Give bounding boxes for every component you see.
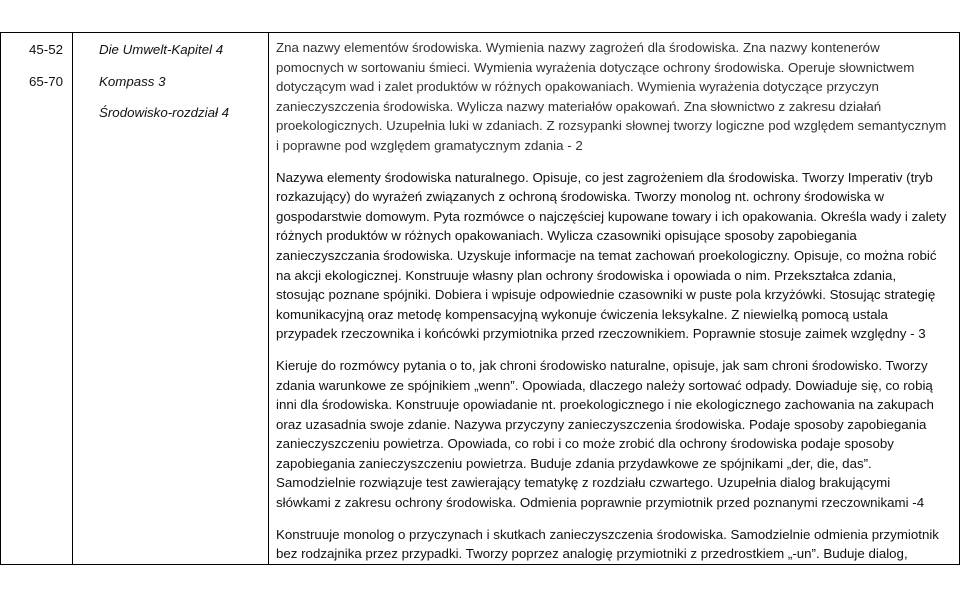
lesson-range: 65-70 <box>29 73 64 89</box>
requirements-cell <box>269 33 960 565</box>
textbook-cell <box>73 33 269 565</box>
textbook-chapter: Kompass 3 <box>99 73 166 89</box>
textbook-chapter: Die Umwelt-Kapitel 4 <box>99 42 224 57</box>
lesson-numbers-cell <box>1 33 73 565</box>
textbook-chapter: Środowisko-rozdział 4 <box>99 105 230 121</box>
table-row <box>1 33 960 565</box>
requirements-paragraph: Kieruje do rozmówcy pytania o to, jak chroni środowisko naturalne, opisuje, jak sam chroni środowisko. Tworzy zdania warunkowe ze spójnikiem „wenn”. Opowiada, dlaczego należy sortować odpady. Dowiaduje się, co robią inni dla środowiska. Konstruuje opowiadanie nt. proekologicznego i nie ekologicznego zachowania na zakupach oraz uzasadnia swoje zdanie. Nazywa przyczyny zanieczyszczenia środowiska. Podaje sposoby zapobiegania zanieczyszczeniu powietrza. Opowiada, co robi i co może zrobić dla ochrony środowiska podaje sposoby zapobiegania zanieczyszczeniu powietrza. Buduje zdania przydawkowe ze spójnikami „der, die, das”. Samodzielnie rozwiązuje test zawierający tematykę z rozdziału czwartego. Uzupełnia dialog brakującymi słówkami z zakresu ochrony środowiska. Odmienia poprawnie przymiotnik przed poznanymi rzeczownikami -4 <box>276 357 934 511</box>
lesson-range: 45-52 <box>29 42 64 57</box>
requirements-paragraph: Zna nazwy elementów środowiska. Wymienia nazwy zagrożeń dla środowiska. Zna nazwy kontenerów pomocnych w sortowaniu śmieci. Wymienia wyrażenia dotyczące ochrony środowiska. Operuje słownictwem dotyczącym wad i zalet produktów w różnych opakowaniach. Wymienia wyrażenia dotyczące przyczyn zanieczyszczenia środowiska. Wylicza nazwy materiałów opakowań. Zna słownictwo z zakresu działań proekologicznych. Uzupełnia luki w zdaniach. Z rozsypanki słownej tworzy logiczne pod względem semantycznym i poprawne pod względem gramatycznym zdania - 2 <box>276 40 947 153</box>
curriculum-table <box>0 32 960 565</box>
requirements-paragraph: Konstruuje monolog o przyczynach i skutkach zanieczyszczenia środowiska. Samodzielnie odmienia przymiotnik bez rodzajnika przez przypadki. Tworzy poprzez analogię przymiotniki z przedrostkiem „-un”. Buduje dialog, <box>276 526 939 562</box>
requirements-paragraph: Nazywa elementy środowiska naturalnego. Opisuje, co jest zagrożeniem dla środowiska. Tworzy Imperativ (tryb rozkazujący) do wyrażeń związanych z ochroną środowiska. Tworzy monolog nt. ochrony środowiska w gospodarstwie domowym. Pyta rozmówce o najczęściej kupowane towary i ich opakowania. Określa wady i zalety różnych produktów w różnych opakowaniach. Wylicza czasowniki opisujące sposoby zapobiegania zanieczyszczania środowiska. Uzyskuje informacje na temat zachowań proekologiczny. Opisuje, co można robić na akcji ekologicznej. Konstruuje własny plan ochrony środowiska i opowiada o nim. Przekształca zdania, stosując poznane spójniki. Dobiera i wpisuje odpowiednie czasowniki w puste pola krzyżówki. Stosując strategię komunikacyjną oraz metodę kompensacyjną wykonuje ćwiczenia leksykalne. Z niewielką pomocą ustala przypadek rzeczownika i końcówki przymiotnika przed rzeczownikiem. Poprawnie stosuje zaimek względny - 3 <box>276 169 947 342</box>
